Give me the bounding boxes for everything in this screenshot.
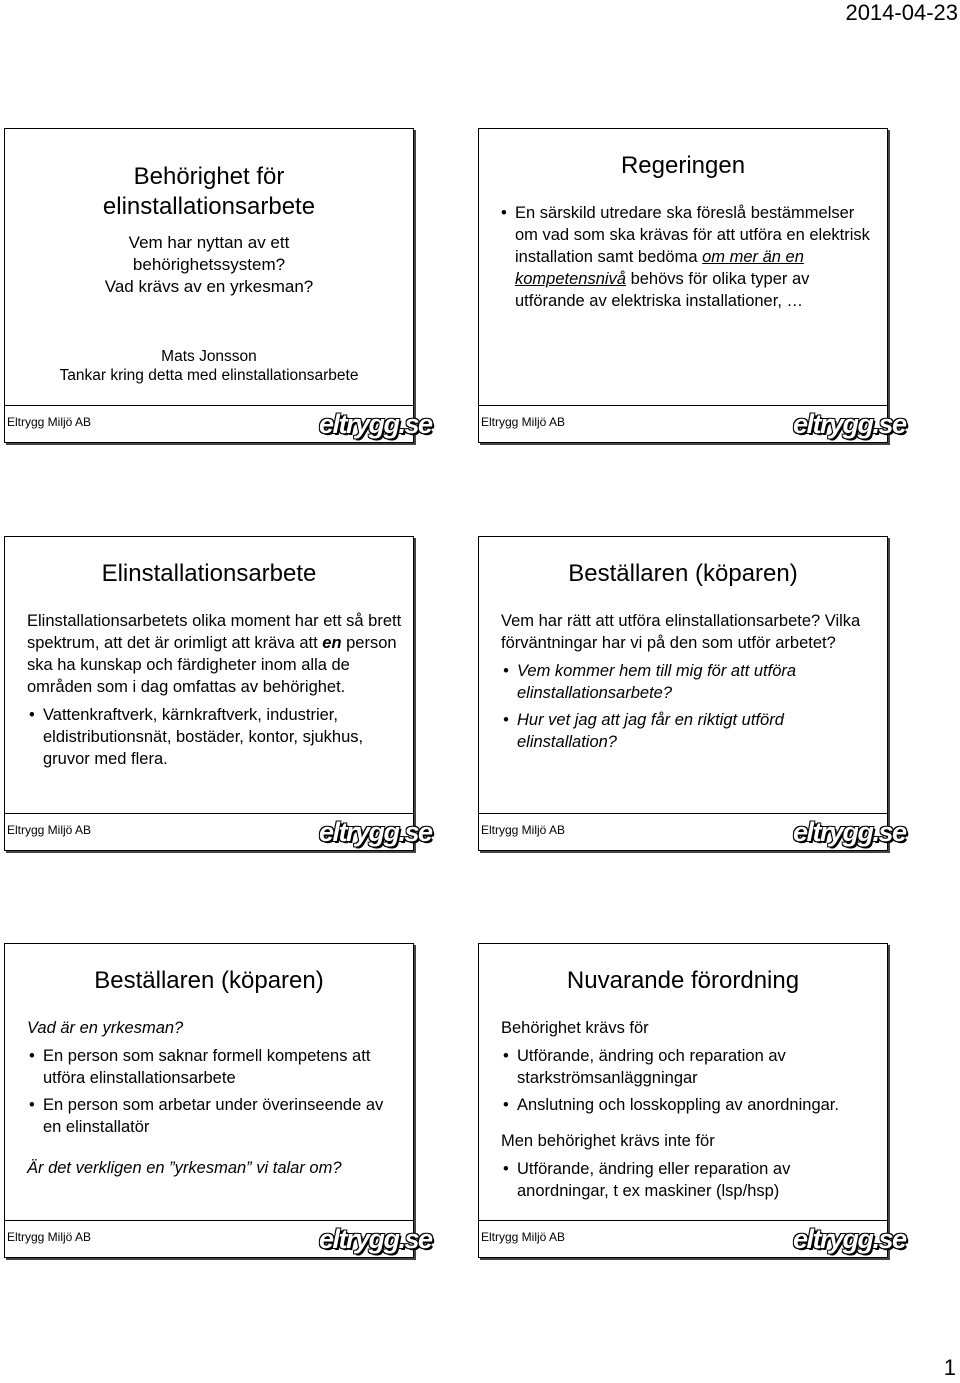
slide-body [479, 537, 887, 813]
slide-body [5, 129, 413, 405]
subtitle-line: Vad krävs av en yrkesman? [104, 277, 314, 296]
bullet-list [27, 1045, 403, 1138]
slide-2 [478, 128, 906, 443]
footer-org: Eltrygg Miljö AB [7, 415, 92, 429]
paragraph: Är det verkligen en ”yrkesman” vi talar om? [27, 1159, 342, 1177]
eltrygg-logo: eltrygg.se [319, 817, 432, 847]
bullet-text: Anslutning och losskoppling av anordningar. [517, 1096, 839, 1114]
title-line: Behörighet för [133, 163, 285, 190]
slide-footer [5, 813, 432, 850]
footer-org: Eltrygg Miljö AB [7, 823, 92, 837]
author-block [5, 347, 413, 385]
slide-content [27, 610, 403, 775]
bullet-text: Utförande, ändring och reparation av starkströmsanläggningar [517, 1047, 786, 1087]
bullet-list [501, 1158, 877, 1202]
footer-org: Eltrygg Miljö AB [481, 415, 566, 429]
bullet-text: Vem kommer hem till mig för att utföra elinstallationsarbete? [517, 662, 797, 702]
bullet-emphasis: om mer än en kompetensnivå [515, 248, 804, 288]
list-item [501, 709, 877, 753]
bullet-icon: • [29, 1096, 35, 1114]
list-item [501, 1094, 877, 1116]
bullet-list [501, 660, 877, 753]
footer-org: Eltrygg Miljö AB [481, 1230, 566, 1244]
list-item [501, 660, 877, 704]
slide-footer [479, 405, 906, 442]
paragraph: Behörighet krävs för [501, 1019, 649, 1037]
bullet-icon: • [503, 662, 509, 680]
paragraph: Men behörighet krävs inte för [501, 1132, 715, 1150]
slide-title: Beställaren (köparen) [568, 560, 798, 587]
slide-5 [4, 943, 432, 1258]
bullet-list [501, 1045, 877, 1116]
slide-3 [4, 536, 432, 851]
slide-footer [479, 1220, 906, 1257]
slide-content [499, 202, 877, 317]
slide-content [501, 1017, 877, 1207]
footer-org: Eltrygg Miljö AB [481, 823, 566, 837]
paragraph [27, 610, 403, 698]
slide-title: Beställaren (köparen) [94, 967, 324, 994]
bullet-icon: • [503, 711, 509, 729]
eltrygg-logo: eltrygg.se [793, 817, 906, 847]
bullet-text: Hur vet jag att jag får en riktigt utförd elinstallation? [517, 711, 784, 751]
slide-content [27, 1017, 403, 1185]
paragraph: Vad är en yrkesman? [27, 1019, 184, 1037]
bullet-text: En särskild utredare ska föreslå bestämmelser om vad som ska krävas för att utföra en elektrisk installation samt bedöma [515, 204, 870, 266]
slide-body [479, 944, 887, 1220]
bullet-text: behövs för olika typer av utförande av elektriska installationer, … [515, 270, 810, 310]
bullet-text: Utförande, ändring eller reparation av anordningar, t ex maskiner (lsp/hsp) [517, 1160, 791, 1200]
slide-4 [478, 536, 906, 851]
slide-1 [4, 128, 432, 443]
slide-footer [5, 1220, 432, 1257]
page-date: 2014-04-23 [845, 0, 958, 25]
paragraph: Vem har rätt att utföra elinstallationsarbete? Vilka förväntningar har vi på den som utför arbetet? [501, 612, 861, 652]
eltrygg-logo: eltrygg.se [319, 1224, 432, 1254]
list-item [499, 202, 877, 312]
list-item [27, 704, 403, 770]
slide-body [5, 944, 413, 1220]
title-line: elinstallationsarbete [102, 193, 316, 220]
slide-body [5, 537, 413, 813]
slide-title [5, 162, 413, 222]
bullet-icon: • [501, 204, 507, 222]
eltrygg-logo: eltrygg.se [793, 409, 906, 439]
slide-content [501, 610, 877, 758]
slide-body [479, 129, 887, 405]
author-name: Mats Jonsson [161, 348, 257, 365]
author-tagline: Tankar kring detta med elinstallationsarbete [59, 367, 359, 384]
slide-title: Elinstallationsarbete [101, 560, 317, 587]
eltrygg-logo: eltrygg.se [793, 1224, 906, 1254]
bullet-icon: • [503, 1047, 509, 1065]
bullet-list [499, 202, 877, 312]
bullet-icon: • [503, 1160, 509, 1178]
paragraph-emphasis: en [322, 634, 342, 652]
slide-title: Regeringen [620, 152, 746, 179]
footer-org: Eltrygg Miljö AB [7, 1230, 92, 1244]
eltrygg-logo: eltrygg.se [319, 409, 432, 439]
slide-title: Nuvarande förordning [566, 967, 800, 994]
bullet-icon: • [29, 706, 35, 724]
list-item [27, 1094, 403, 1138]
paragraph-text: person ska ha kunskap och färdigheter inom alla de områden som i dag omfattas av behörighet. [27, 634, 397, 696]
bullet-icon: • [503, 1096, 509, 1114]
slide-footer [479, 813, 906, 850]
slide-6 [478, 943, 906, 1258]
bullet-text: Vattenkraftverk, kärnkraftverk, industrier, eldistributionsnät, bostäder, kontor, sjukhus, gruvor med flera. [43, 706, 364, 768]
bullet-text: En person som saknar formell kompetens att utföra elinstallationsarbete [43, 1047, 371, 1087]
subtitle-line: behörighetssystem? [132, 255, 286, 274]
subtitle-line: Vem har nyttan av ett [128, 233, 290, 252]
slide-footer [5, 405, 432, 442]
page-number: 1 [943, 1355, 956, 1380]
list-item [27, 1045, 403, 1089]
bullet-list [27, 704, 403, 770]
list-item [501, 1158, 877, 1202]
paragraph-text: Elinstallationsarbetets olika moment har ett så brett spektrum, att det är orimligt att kräva att [27, 612, 402, 652]
bullet-icon: • [29, 1047, 35, 1065]
list-item [501, 1045, 877, 1089]
slide-subtitle [5, 232, 413, 298]
bullet-text: En person som arbetar under överinseende av en elinstallatör [43, 1096, 384, 1136]
